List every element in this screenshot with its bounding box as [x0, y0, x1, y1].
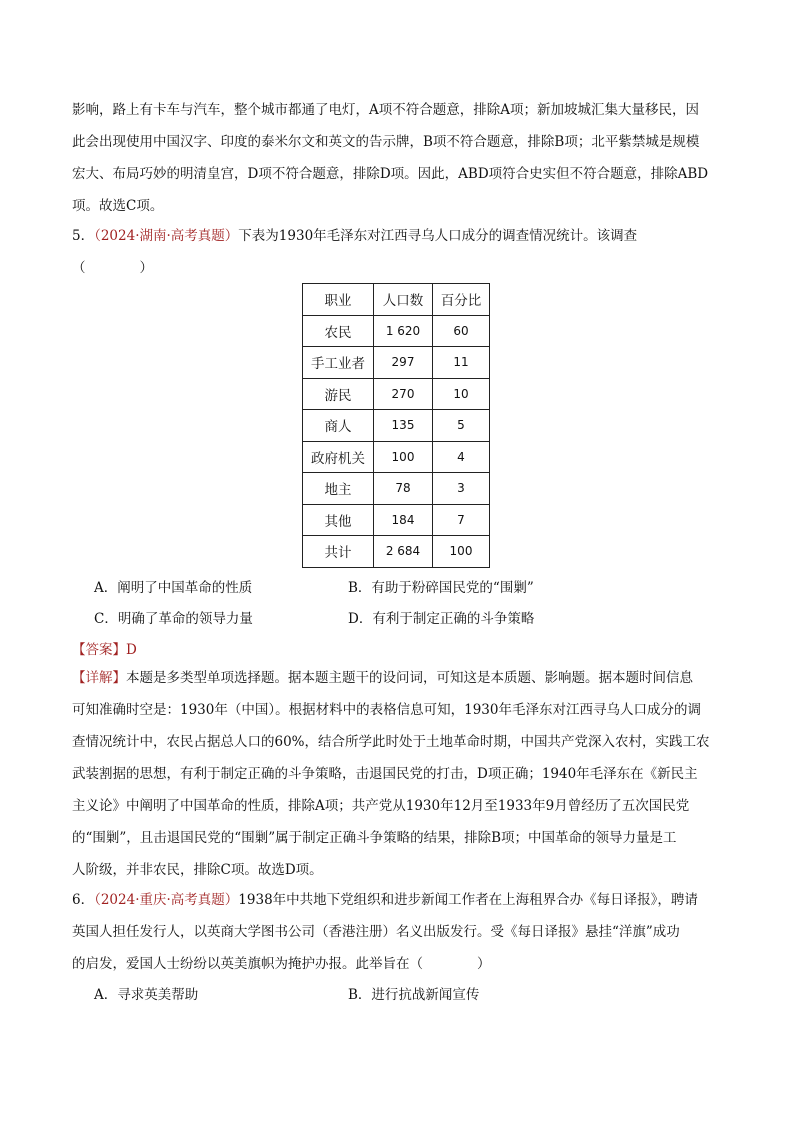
detail-line: 人阶级，并非农民，排除C项。故选D项。 — [72, 862, 323, 878]
table-cell: 100 — [374, 441, 433, 473]
table-cell: 政府机关 — [303, 441, 374, 473]
question-stem-text: 的启发，爱国人士纷纷以英美旗帜为掩护办报。此举旨在（ ） — [72, 956, 491, 972]
detail-line: 武装割据的思想，有利于制定正确的斗争策略，击退国民党的打击，D项正确；1940年毛泽东在《新民主 — [72, 766, 698, 782]
table-cell: 手工业者 — [303, 347, 374, 379]
table-cell: 共计 — [303, 536, 374, 568]
table-cell: 农民 — [303, 315, 374, 347]
table-row — [303, 441, 490, 473]
detail-label: 【详解】 — [72, 670, 126, 686]
prev-explanation — [72, 94, 724, 222]
table-cell: 3 — [433, 473, 490, 505]
table-row — [303, 347, 490, 379]
question-number: 6． — [72, 892, 95, 908]
detail-line: 可知准确时空是：1930年（中国）。根据材料中的表格信息可知，1930年毛泽东对江西寻乌人口成分的调 — [72, 702, 701, 718]
table-row — [303, 536, 490, 568]
table-cell: 地主 — [303, 473, 374, 505]
table-cell: 4 — [433, 441, 490, 473]
option-a: A．阐明了中国革命的性质 — [94, 580, 253, 596]
question-stem-text: 1938年中共地下党组织和进步新闻工作者在上海租界合办《每日译报》，聘请 — [238, 892, 698, 908]
question-source: （2024·湖南·高考真题） — [94, 228, 239, 244]
table-cell: 135 — [374, 410, 433, 442]
table-cell: 10 — [433, 378, 490, 410]
table-row — [303, 378, 490, 410]
prev-explanation-line: 项。故选C项。 — [72, 198, 164, 214]
table-cell: 1 620 — [374, 315, 433, 347]
table-row — [303, 410, 490, 442]
table-cell: 60 — [433, 315, 490, 347]
option-c: C．明确了革命的领导力量 — [94, 611, 253, 627]
detail-line: 主义论》中阐明了中国革命的性质，排除A项；共产党从1930年12月至1933年9月曾经历了五次国民党 — [72, 798, 690, 814]
table-cell: 100 — [433, 536, 490, 568]
population-table — [302, 283, 490, 568]
table-header: 人口数 — [374, 284, 433, 316]
table-cell: 商人 — [303, 410, 374, 442]
detail-explanation — [72, 662, 724, 886]
table-header: 职业 — [303, 284, 374, 316]
table-cell: 2 684 — [374, 536, 433, 568]
question-stem-text: 英国人担任发行人，以英商大学图书公司（香港注册）名义出版发行。受《每日译报》悬挂“洋旗”成功 — [72, 924, 680, 940]
table-header: 百分比 — [433, 284, 490, 316]
option-a: A．寻求英美帮助 — [94, 987, 199, 1003]
answer-line — [72, 638, 137, 658]
detail-line: 的“围剿”，且击退国民党的“围剿”属于制定正确斗争策略的结果，排除B项；中国革命的领导力量是工 — [72, 830, 677, 846]
question-number: 5． — [72, 228, 95, 244]
prev-explanation-line: 此会出现使用中国汉字、印度的泰米尔文和英文的告示牌，B项不符合题意，排除B项；北平紫禁城是规模 — [72, 134, 700, 150]
option-d: D．有利于制定正确的斗争策略 — [348, 611, 535, 627]
question-source: （2024·重庆·高考真题） — [94, 892, 239, 908]
option-b: B．进行抗战新闻宣传 — [348, 987, 480, 1003]
table-cell: 7 — [433, 504, 490, 536]
table-cell: 184 — [374, 504, 433, 536]
answer-blank: （ ） — [72, 260, 153, 276]
detail-line: 查情况统计中，农民占据总人口的60%，结合所学此时处于土地革命时期，中国共产党深入农村，实践工农 — [72, 734, 710, 750]
table-cell: 5 — [433, 410, 490, 442]
table-cell: 其他 — [303, 504, 374, 536]
table-cell: 297 — [374, 347, 433, 379]
answer-value: D — [126, 642, 137, 658]
table-row — [303, 473, 490, 505]
question-stem-text: 下表为1930年毛泽东对江西寻乌人口成分的调查情况统计。该调查 — [238, 228, 638, 244]
table-cell: 11 — [433, 347, 490, 379]
answer-label: 【答案】 — [72, 642, 126, 658]
question-6-stem — [72, 884, 732, 980]
prev-explanation-line: 影响，路上有卡车与汽车，整个城市都通了电灯，A项不符合题意，排除A项；新加坡城汇集大量移民，因 — [72, 102, 699, 118]
table-row — [303, 315, 490, 347]
question-5-stem — [72, 220, 732, 284]
table-header-row — [303, 284, 490, 316]
option-b: B．有助于粉碎国民党的“围剿” — [348, 580, 534, 596]
prev-explanation-line: 宏大、布局巧妙的明清皇宫，D项不符合题意，排除D项。因此，ABD项符合史实但不符合题意，排除ABD — [72, 166, 709, 182]
table-cell: 78 — [374, 473, 433, 505]
detail-line: 本题是多类型单项选择题。据本题主题干的设问词，可知这是本质题、影响题。据本题时间信息 — [126, 670, 693, 686]
table-cell: 270 — [374, 378, 433, 410]
table-row — [303, 504, 490, 536]
table-cell: 游民 — [303, 378, 374, 410]
